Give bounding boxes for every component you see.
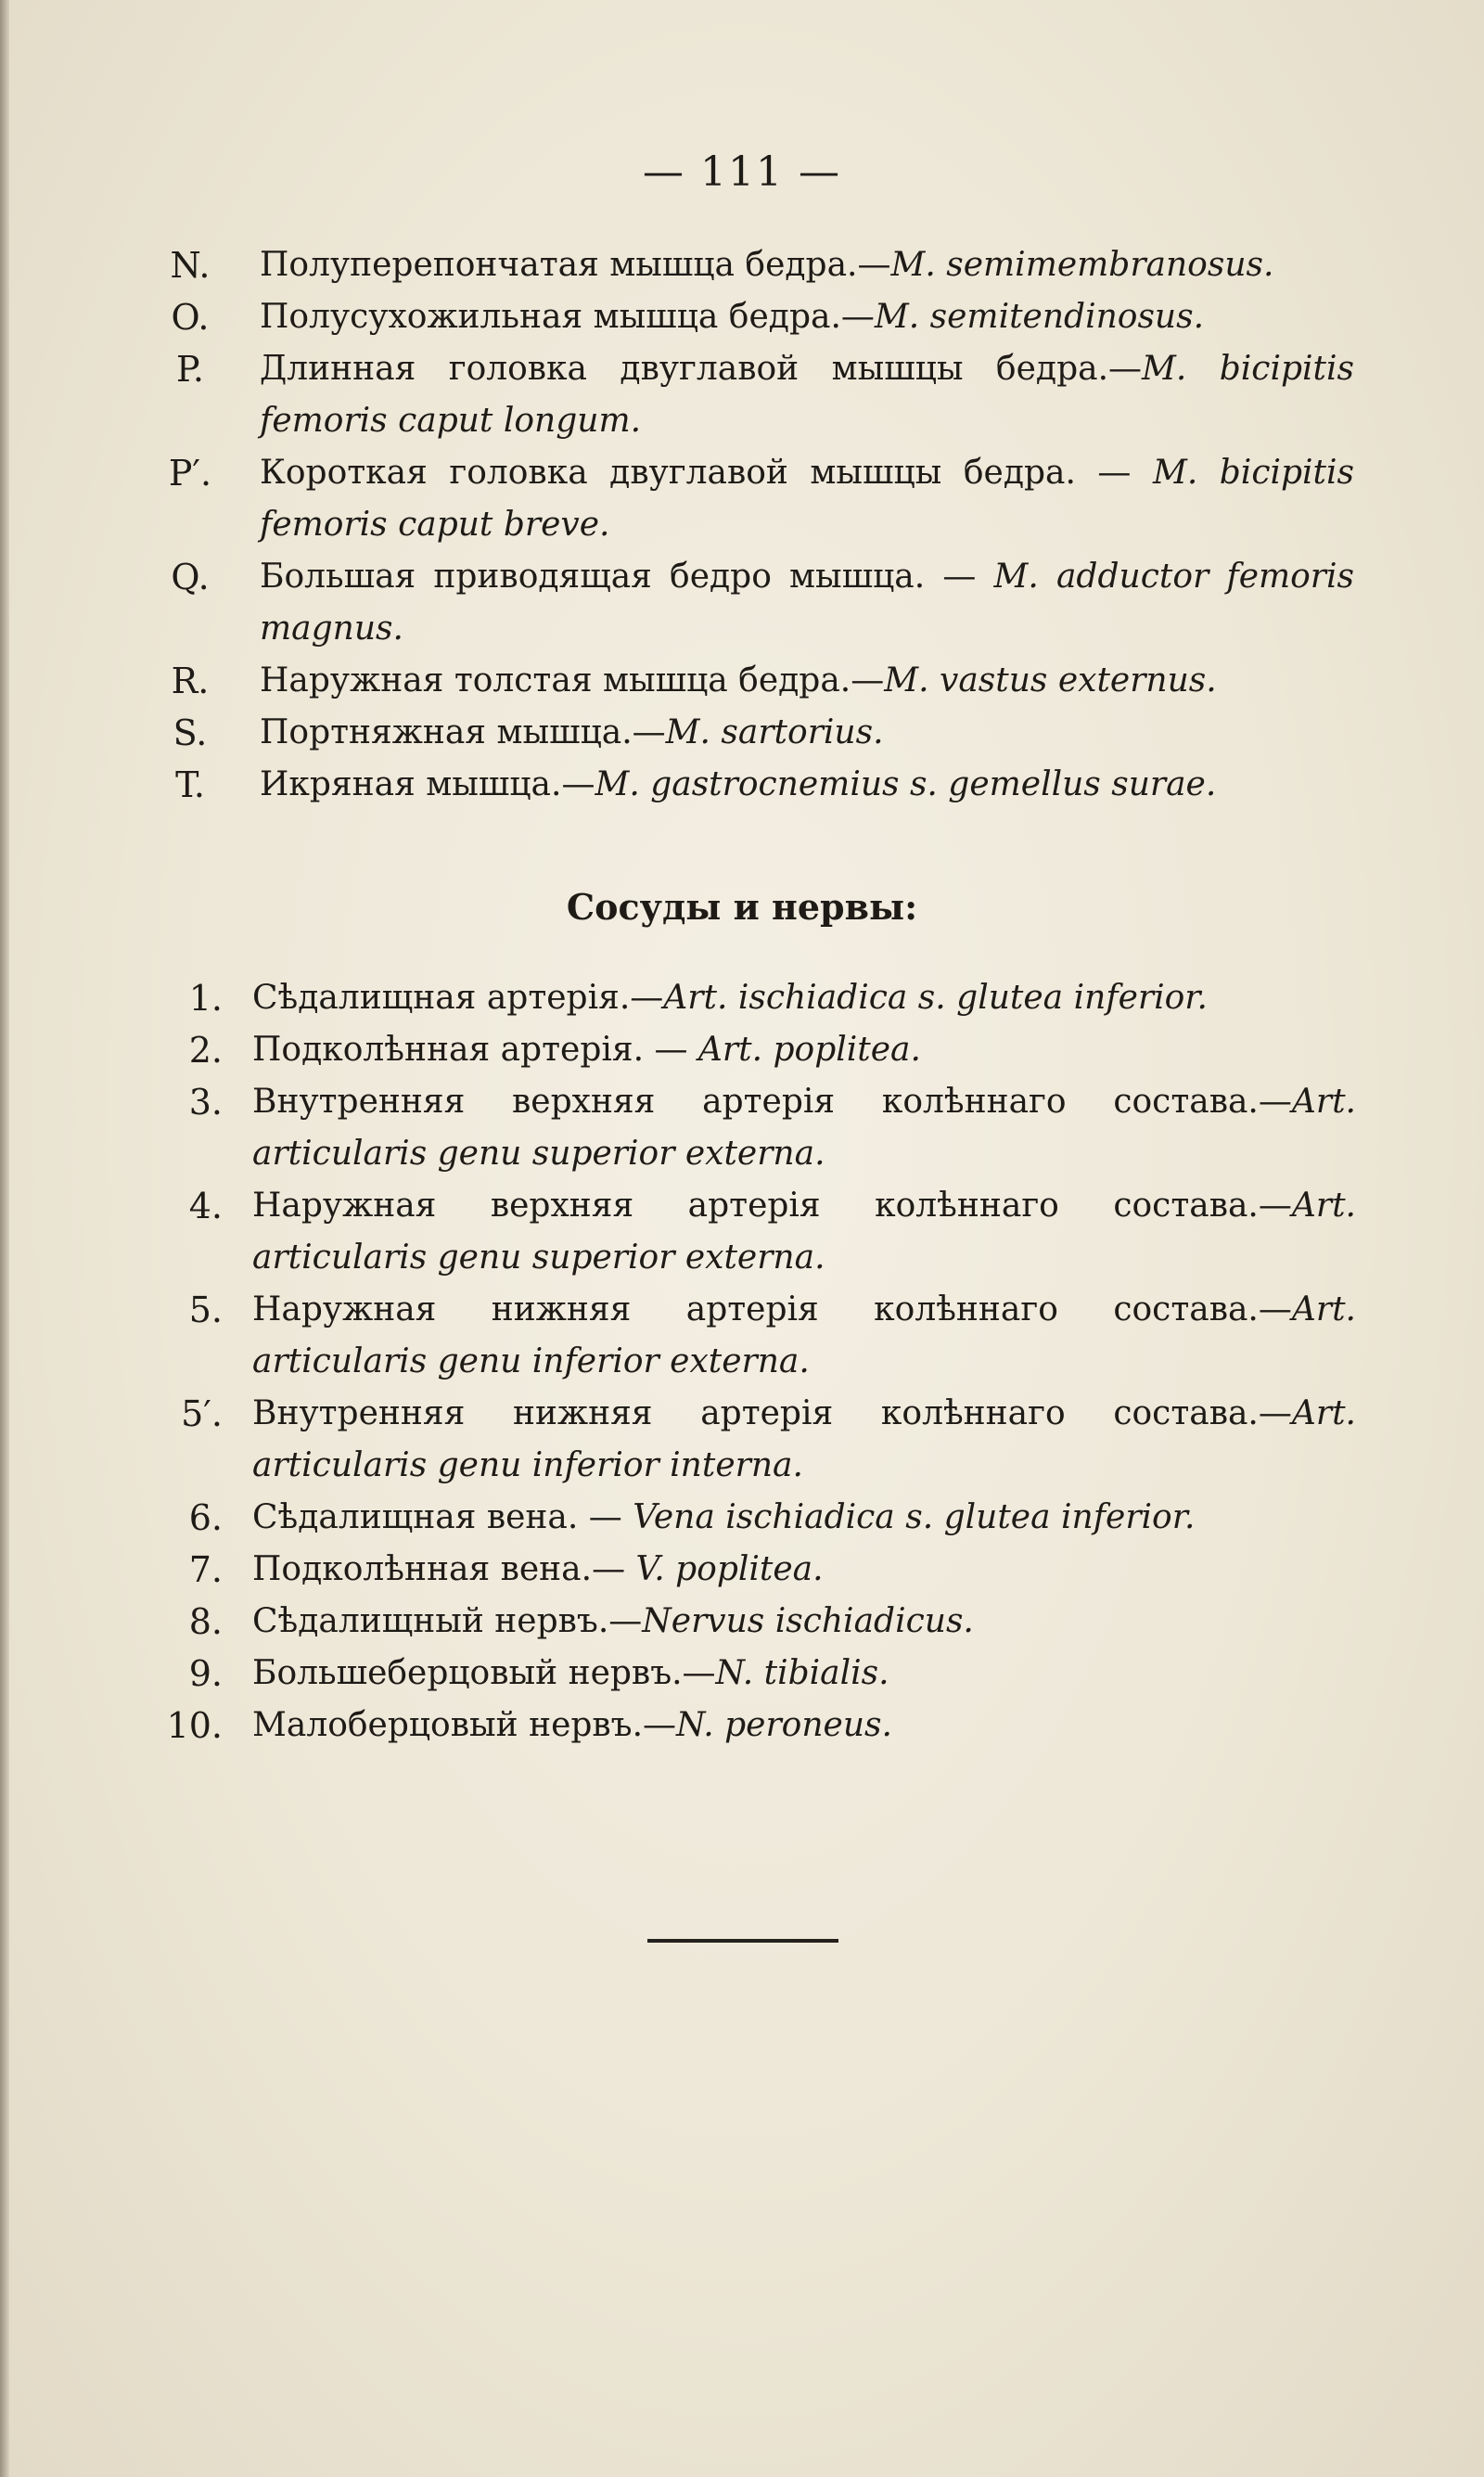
entry-latin-text: N. tibialis. [715,1654,889,1692]
entry-latin-text: M. sartorius. [665,713,884,751]
entry-number: 1. [188,978,223,1019]
muscle-entry [0,551,1484,655]
vessel-entry [0,1700,1484,1752]
entry-marker: N. [170,245,211,286]
entry-number: 5′. [181,1393,223,1434]
entry-latin-text: M. adductor femoris magnus. [260,558,1354,648]
entry-russian-text: Портняжная мышца.— [260,713,666,751]
muscle-entry [0,343,1484,447]
entry-latin-text: Nervus ischiadicus. [642,1602,974,1640]
entry-russian-text: Икряная мышца.— [260,765,595,803]
entry-russian-text: Внутренняя нижняя артерія колѣннаго состава.— [252,1394,1292,1432]
entry-russian-text: Сѣдалищная вена. — [252,1498,633,1536]
vessel-entry [0,1596,1484,1648]
entry-latin-text: M. gastrocnemius s. gemellus surae. [595,765,1217,803]
vessel-entry [0,1024,1484,1076]
entry-russian-text: Полусухожильная мышца бедра.— [260,298,875,336]
vessel-entry [0,1544,1484,1596]
entry-latin-text: M. semitendinosus. [874,298,1205,336]
entry-russian-text: Короткая головка двуглавой мышцы бедра. — [260,454,1153,492]
entry-latin-text: Art. articularis genu superior externa. [252,1187,1356,1277]
entry-latin-text: Art. poplitea. [697,1031,921,1069]
entry-number: 10. [166,1705,223,1746]
entry-marker: O. [171,297,210,338]
entry-number: 5. [188,1290,223,1330]
vessel-entry [0,1648,1484,1700]
muscle-list [0,239,1484,811]
entry-latin-text: Art. ischiadica s. glutea inferior. [663,979,1208,1017]
entry-russian-text: Подколѣнная вена.— [252,1550,636,1588]
entry-number: 4. [188,1186,223,1226]
entry-russian-text: Большеберцовый нервъ.— [252,1654,716,1692]
entry-latin-text: Art. articularis genu inferior interna. [252,1394,1356,1484]
vessel-entry [0,1284,1484,1388]
entry-latin-text: Vena ischiadica s. glutea inferior. [633,1498,1196,1536]
entry-number: 3. [188,1082,223,1123]
vessel-entry [0,1388,1484,1492]
entry-marker: P′. [168,453,212,494]
vessels-nerves-list [0,972,1484,1752]
entry-latin-text: N. peroneus. [676,1706,892,1744]
entry-number: 6. [188,1497,223,1538]
entry-marker: R. [171,661,210,701]
entry-latin-text: M. vastus externus. [884,661,1217,699]
entry-russian-text: Наружная нижняя артерія колѣннаго состава.— [252,1290,1292,1328]
entry-russian-text: Внутренняя верхняя артерія колѣннаго состава.— [252,1083,1292,1121]
entry-russian-text: Длинная головка двуглавой мышцы бедра.— [260,350,1143,388]
entry-number: 8. [188,1601,223,1642]
entry-russian-text: Малоберцовый нервъ.— [252,1706,677,1744]
section-title: Сосуды и нервы: [566,886,918,928]
vessel-entry [0,1492,1484,1544]
entry-marker: T. [175,764,205,805]
entry-russian-text: Полуперепончатая мышца бедра.— [260,246,891,284]
entry-marker: S. [173,712,208,753]
entry-number: 9. [188,1653,223,1694]
entry-russian-text: Сѣдалищный нервъ.— [252,1602,643,1640]
entry-russian-text: Наружная толстая мышца бедра.— [260,661,885,699]
vessel-entry [0,1076,1484,1180]
entry-russian-text: Наружная верхняя артерія колѣннаго состава.— [252,1187,1292,1225]
entry-latin-text: Art. articularis genu inferior externa. [252,1290,1356,1380]
entry-number: 7. [188,1549,223,1590]
entry-marker: Q. [171,557,210,597]
entry-latin-text: M. semimembranosus. [890,246,1274,284]
entry-russian-text: Сѣдалищная артерія.— [252,979,664,1017]
muscle-entry [0,759,1484,811]
entry-russian-text: Большая приводящая бедро мышца. — [260,558,994,596]
entry-latin-text: Art. articularis genu superior externa. [252,1083,1356,1173]
muscle-entry [0,291,1484,343]
vessel-entry [0,972,1484,1024]
muscle-entry [0,655,1484,707]
vessel-entry [0,1180,1484,1284]
muscle-entry [0,447,1484,551]
end-rule [647,1939,838,1943]
entry-latin-text: M. bicipitis femoris caput breve. [260,454,1355,544]
entry-russian-text: Подколѣнная артерія. — [252,1031,698,1069]
muscle-entry [0,239,1484,291]
page-number: — 111 — [643,148,841,196]
entry-marker: P. [176,349,204,390]
entry-latin-text: V. poplitea. [635,1550,824,1588]
entry-latin-text: M. bicipitis femoris caput longum. [260,350,1354,440]
entry-number: 2. [188,1030,223,1071]
muscle-entry [0,707,1484,759]
